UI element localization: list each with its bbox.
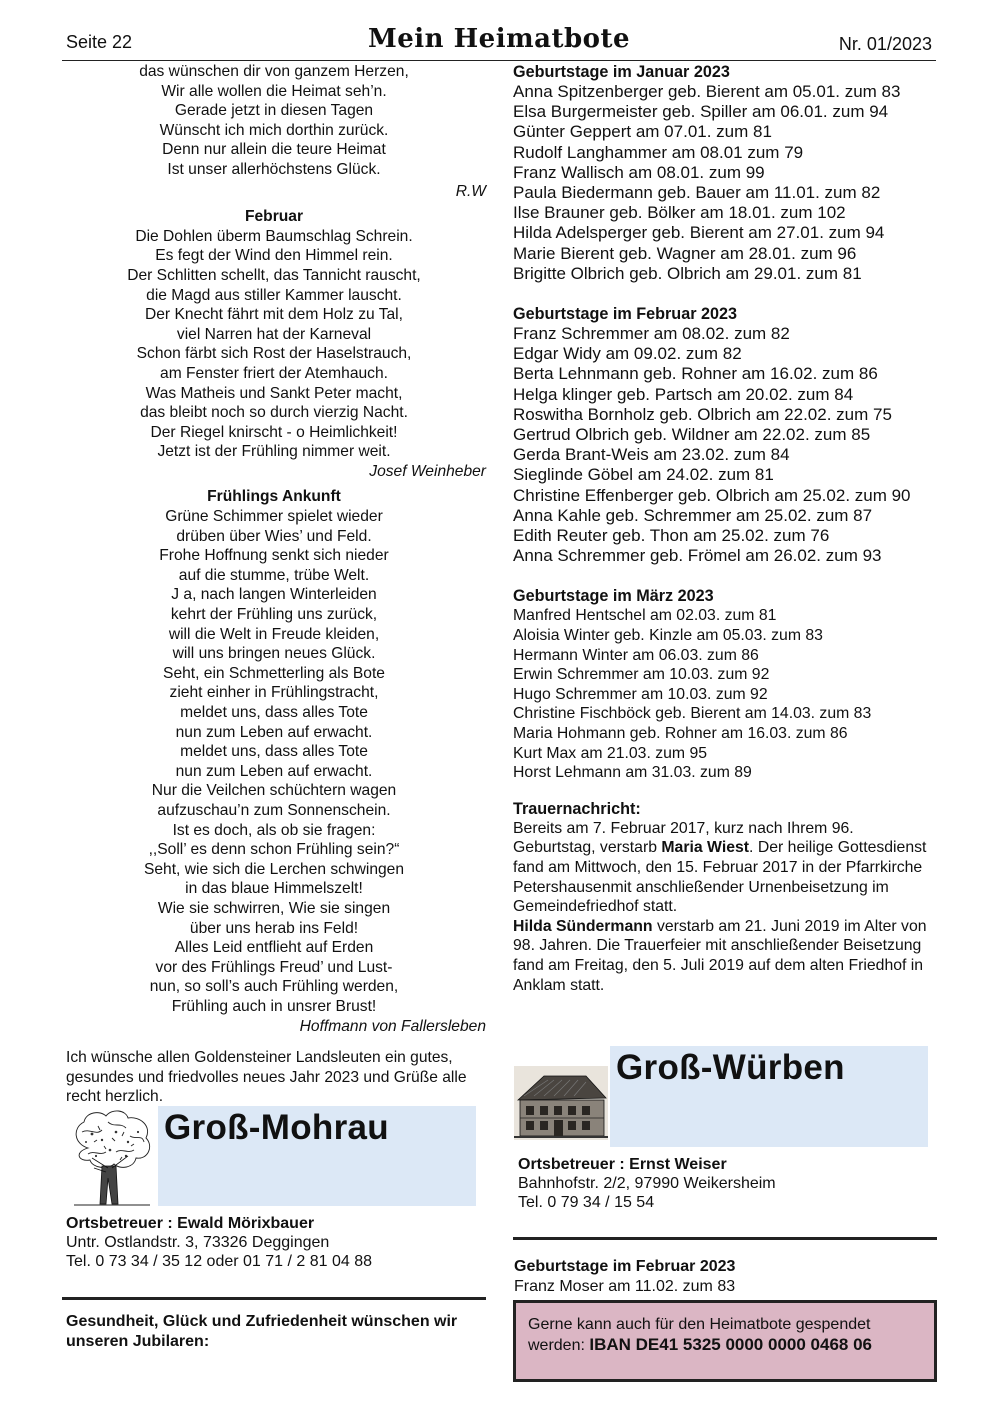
birthday-entry: Rudolf Langhammer am 08.01 zum 79 (513, 142, 804, 162)
birthday-entry: Hilda Adelsperger geb. Bierent am 27.01. zum 94 (513, 223, 885, 243)
birthday-entry: Aloisia Winter geb. Kinzle am 05.03. zum 83 (513, 627, 823, 645)
donation-message: Gerne kann auch für den Heimatbote gespendet werden: (528, 1316, 871, 1354)
obituary-paragraph (513, 917, 937, 995)
donation-text (528, 1315, 918, 1356)
poem-lines (62, 507, 486, 1016)
poem-line: Nur die Veilchen schüchtern wagen (151, 782, 397, 800)
poem-heimat (62, 62, 486, 201)
birthday-entry: Günter Geppert am 07.01. zum 81 (513, 122, 772, 142)
poem-line: drüben über Wies’ und Feld. (176, 527, 372, 545)
poem-line: das wünschen dir von ganzem Herzen, (139, 63, 409, 80)
poem-line: aufzuschau’n zum Sonnenschein. (157, 801, 391, 819)
poem-line: J a, nach langen Winterleiden (171, 586, 377, 604)
poem-line: Der Knecht fährt mit dem Holz zu Tal, (145, 306, 403, 324)
obituary (513, 799, 937, 995)
poem-line: Seht, wie sich die Lerchen schwingen (143, 860, 405, 878)
gross-mohrau-title-box (158, 1106, 476, 1206)
poem-line: Der Schlitten schellt, das Tannicht rauscht, (127, 266, 421, 284)
birthday-entry: Hermann Winter am 06.03. zum 86 (513, 646, 759, 664)
poem-line: über uns herab ins Feld! (189, 919, 359, 937)
birthday-list (513, 324, 937, 566)
birthday-entry: Berta Lehnmann geb. Rohner am 16.02. zum 86 (513, 364, 878, 384)
birthday-entry: Franz Schremmer am 08.02. zum 82 (513, 324, 790, 344)
poem-line: meldet uns, dass alles Tote (180, 743, 368, 761)
poem-line: Ist unser allerhöchstens Glück. (167, 160, 381, 178)
poem-line: meldet uns, dass alles Tote (180, 704, 368, 721)
birthday-entry: Brigitte Olbrich geb. Olbrich am 29.01. zum 81 (513, 263, 862, 283)
iban-number: DE41 5325 0000 0000 0468 06 (635, 1335, 872, 1354)
poem-line: Seht, ein Schmetterling als Bote (163, 664, 385, 682)
issue-number: Nr. 01/2023 (838, 34, 932, 54)
poem-line: will die Welt in Freude kleiden, (168, 625, 380, 643)
poem-line: Der Riegel knirscht - o Heimlichkeit! (150, 423, 398, 441)
birthday-entry: Erwin Schremmer am 10.03. zum 92 (513, 666, 770, 684)
poem-lines (62, 227, 486, 462)
obituary-text: verstarb am 21. Juni 2019 im Alter von 98. Jahren. Die Trauerfeier mit anschließender Beisetzung fand am Freitag, den 5. Juli 2019 auf dem alten Friedhof in Anklam statt. (513, 917, 927, 994)
birthday-entry: Edith Reuter geb. Thon am 25.02. zum 76 (513, 526, 830, 546)
left-column (62, 62, 486, 1107)
section-title: Geburtstage im März 2023 (513, 587, 714, 606)
birthday-list (513, 606, 937, 782)
greeting-text: Ich wünsche allen Goldensteiner Landsleuten ein gutes, gesundes und friedvolles neues Jahr 2023 und Grüße alle recht herzlich. (66, 1049, 467, 1106)
birthday-entry: Anna Spitzenberger geb. Bierent am 05.01. zum 83 (513, 82, 901, 101)
poem-line: Gerade jetzt in diesen Tagen (174, 102, 374, 120)
poem-line: die Magd aus stiller Kammer lauscht. (146, 286, 402, 304)
poem-line: nun zum Leben auf erwacht. (175, 723, 373, 741)
birthday-entry: Hugo Schremmer am 10.03. zum 92 (513, 685, 768, 703)
birthday-entry: Sieglinde Göbel am 24.02. zum 81 (513, 465, 774, 485)
donation-box (513, 1300, 937, 1382)
poem-line: Es fegt der Wind den Himmel rein. (155, 247, 393, 265)
house-illustration (514, 1066, 608, 1140)
poem-lines (62, 62, 486, 180)
birthday-entry: Ilse Brauner geb. Bölker am 18.01. zum 102 (513, 203, 846, 223)
birthdays-februar (513, 304, 937, 566)
obituary-text: Bereits am 7. Februar 2017, kurz nach Ihrem 96. Geburtstag, verstarb (513, 819, 854, 857)
birthdays-maerz (513, 586, 937, 782)
birthday-entry: Marie Bierent geb. Wagner am 28.01. zum 96 (513, 243, 857, 263)
poem-author: R.W (455, 182, 486, 200)
contact-address: Untr. Ostlandstr. 3, 73326 Deggingen (66, 1234, 330, 1251)
spacer (513, 566, 937, 586)
birthday-entry: Edgar Widy am 09.02. zum 82 (513, 344, 742, 364)
poem-author: Josef Weinheber (369, 462, 486, 480)
poem-line: Denn nur allein die teure Heimat (162, 141, 386, 159)
poem-line: Die Dohlen überm Baumschlag Schrein. (135, 227, 413, 245)
poem-title: Frühlings Ankunft (207, 488, 341, 506)
gross-mohrau-contact (66, 1214, 486, 1271)
page-header (62, 24, 936, 61)
section-title: Geburtstage im Januar 2023 (513, 63, 730, 81)
poem-line: vor des Frühlings Freud’ und Lust- (155, 958, 393, 976)
birthday-entry: Anna Kahle geb. Schremmer am 25.02. zum 87 (513, 505, 873, 525)
birthday-entry: Franz Wallisch am 08.01. zum 99 (513, 162, 765, 182)
poem-title: Februar (244, 208, 304, 226)
birthdays-januar (513, 62, 937, 284)
obituary-paragraph (513, 819, 937, 917)
birthday-entry: Maria Hohmann geb. Rohner am 16.03. zum 86 (513, 725, 848, 743)
birthday-entry: Manfred Hentschel am 02.03. zum 81 (513, 607, 777, 625)
poem-fruehlings-ankunft (62, 487, 486, 1036)
contact-label: Ortsbetreuer : Ernst Weiser (518, 1156, 727, 1173)
birthdays-februar-wuerben (514, 1257, 938, 1297)
obituary-name: Hilda Sündermann (513, 917, 653, 935)
poem-line: nun, so soll’s auch Frühling werden, (149, 978, 399, 996)
birthday-entry: Christine Effenberger geb. Olbrich am 25.02. zum 90 (513, 485, 911, 505)
poem-februar (62, 207, 486, 481)
poem-line: Was Matheis und Sankt Peter macht, (145, 384, 403, 402)
spacer (513, 783, 937, 799)
contact-label: Ortsbetreuer : Ewald Mörixbauer (66, 1215, 315, 1232)
divider (62, 1297, 486, 1300)
poem-line: Wünscht ich mich dorthin zurück. (159, 121, 389, 139)
poem-line: auf die stumme, trübe Welt. (178, 566, 370, 584)
poem-line: Alles Leid entflieht auf Erden (174, 939, 374, 957)
poem-line: Ist es doch, als ob sie fragen: (172, 821, 376, 839)
birthday-entry: Elsa Burgermeister geb. Spiller am 06.01. zum 94 (513, 102, 889, 122)
poem-line: Frohe Hoffnung senkt sich nieder (159, 547, 389, 565)
poem-author: Hoffmann von Fallersleben (299, 1017, 486, 1035)
poem-line: viel Narren hat der Karneval (176, 325, 372, 343)
birthday-entry: Roswitha Bornholz geb. Olbrich am 22.02. zum 75 (513, 404, 892, 424)
town-title: Groß-Mohrau (164, 1108, 389, 1147)
poem-line: nun zum Leben auf erwacht. (175, 762, 373, 780)
masthead-title: Mein Heimatbote (367, 24, 631, 54)
right-column (513, 62, 937, 995)
poem-line: Jetzt ist der Frühling nimmer weit. (157, 443, 391, 461)
birthday-list (513, 82, 937, 284)
poem-line: Wie sie schwirren, Wie sie singen (157, 899, 391, 917)
poem-line: zieht einher in Frühlingstracht, (169, 684, 379, 702)
birthday-entry: Gerda Brant-Weis am 23.02. zum 84 (513, 445, 790, 465)
obituary-text: . Der heilige Gottesdienst fand am Mittwoch, den 15. Februar 2017 in der Pfarrkirche Petershausenmit anschließender Urnenbeisetzung im Gemeindefriedhof statt. (513, 839, 927, 916)
contact-phone: Tel. 0 79 34 / 15 54 (518, 1194, 655, 1211)
poem-line: will uns bringen neues Glück. (172, 645, 376, 663)
poem-line: ,,Soll’ es denn schon Frühling sein?“ (148, 841, 400, 859)
contact-address: Bahnhofstr. 2/2, 97990 Weikersheim (518, 1175, 776, 1192)
iban-label: IBAN (589, 1335, 636, 1354)
gross-wuerben-contact (518, 1155, 938, 1212)
section-title: Geburtstage im Februar 2023 (513, 305, 738, 324)
spacer (513, 284, 937, 304)
tree-icon (68, 1108, 156, 1208)
section-title: Geburtstage im Februar 2023 (514, 1258, 736, 1275)
birthday-entry: Paula Biedermann geb. Bauer am 11.01. zum 82 (513, 183, 881, 203)
page-number: Seite 22 (66, 32, 133, 52)
tree-illustration (68, 1108, 156, 1208)
birthday-entry: Horst Lehmann am 31.03. zum 89 (513, 764, 752, 782)
poem-line: am Fenster friert der Atemhauch. (160, 364, 388, 382)
section-title: Trauernachricht: (513, 799, 641, 818)
birthday-entry: Kurt Max am 21.03. zum 95 (513, 744, 708, 762)
gross-wuerben-title-box (610, 1046, 928, 1147)
birthday-entry: Gertrud Olbrich geb. Wildner am 22.02. zum 85 (513, 425, 871, 445)
poem-line: Frühling auch in unsrer Brust! (171, 997, 377, 1015)
poem-line: Schon färbt sich Rost der Haselstrauch, (136, 345, 412, 363)
poem-line: das bleibt noch so durch vierzig Nacht. (140, 404, 408, 422)
obituary-name: Maria Wiest (661, 839, 750, 857)
town-title: Groß-Würben (616, 1048, 845, 1087)
birthday-entry: Helga klinger geb. Partsch am 20.02. zum 84 (513, 384, 854, 404)
house-icon (514, 1066, 608, 1140)
birthday-entry: Franz Moser am 11.02. zum 83 (514, 1278, 736, 1295)
wish-text: Gesundheit, Glück und Zufriedenheit wünschen wir unseren Jubilaren: (66, 1313, 458, 1350)
contact-phone: Tel. 0 73 34 / 35 12 oder 01 71 / 2 81 04 88 (66, 1253, 373, 1270)
birthday-entry: Christine Fischböck geb. Bierent am 14.03. zum 83 (513, 705, 872, 723)
poem-line: Grüne Schimmer spielet wieder (165, 508, 383, 526)
birthday-entry: Anna Schremmer geb. Frömel am 26.02. zum 93 (513, 546, 882, 566)
divider (513, 1237, 937, 1240)
poem-line: kehrt der Frühling uns zurück, (170, 606, 378, 624)
poem-line: in das blaue Himmelszelt! (185, 880, 363, 898)
poem-line: Wir alle wollen die Heimat seh’n. (161, 82, 387, 100)
